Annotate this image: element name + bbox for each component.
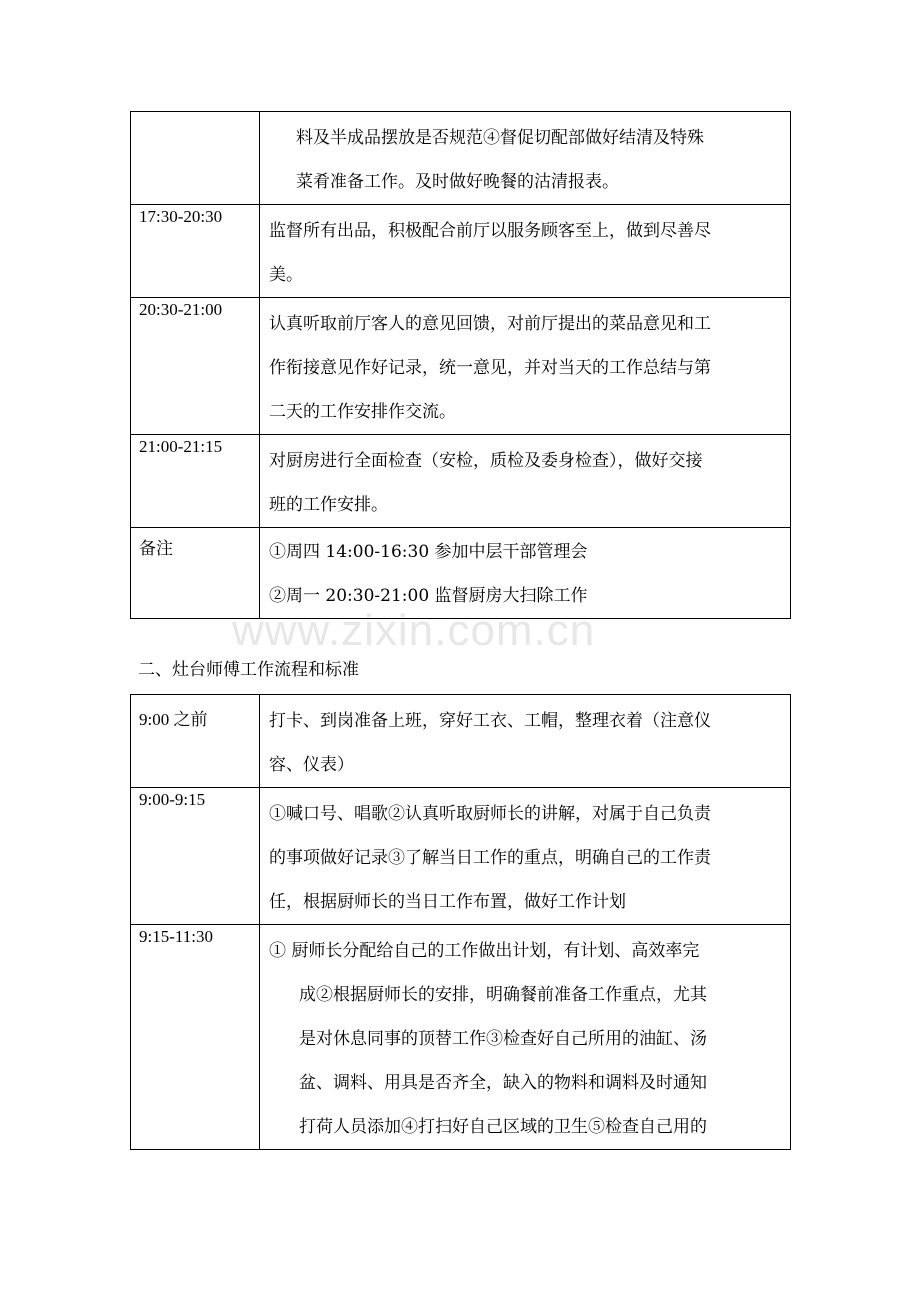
schedule-table-1 [130,111,791,619]
task-cell [260,205,791,298]
time-cell: 21:00-21:15 [131,435,260,528]
time-cell: 9:00-9:15 [131,788,260,925]
task-line: 打卡、到岗准备上班，穿好工衣、工帽，整理衣着（注意仪 [269,711,711,731]
time-cell: 20:30-21:00 [131,298,260,435]
table-row [131,925,791,1150]
table-row [131,528,791,619]
schedule-table-2 [130,694,791,1150]
time-cell: 9:15-11:30 [131,925,260,1150]
task-line: 二天的工作安排作交流。 [269,402,456,422]
task-line: 对厨房进行全面检查（安检，质检及委身检查），做好交接 [269,451,703,471]
task-line: 盆、调料、用具是否齐全，缺入的物料和调料及时通知 [299,1073,707,1093]
table-row [131,788,791,925]
table-row [131,112,791,205]
task-line: 菜肴准备工作。及时做好晚餐的沽清报表。 [296,172,619,192]
task-line: 的事项做好记录③了解当日工作的重点，明确自己的工作责 [269,848,711,868]
table-row [131,435,791,528]
time-cell [131,112,260,205]
task-line: 任，根据厨师长的当日工作布置，做好工作计划 [269,892,626,912]
task-line: 成②根据厨师长的安排，明确餐前准备工作重点，尤其 [299,985,707,1005]
table-row [131,205,791,298]
task-line: 美。 [269,265,303,285]
task-line: ①喊口号、唱歌②认真听取厨师长的讲解，对属于自己负责 [269,804,711,824]
task-line: 是对休息同事的顶替工作③检查好自己所用的油缸、汤 [299,1029,707,1049]
task-cell [260,788,791,925]
table-row [131,695,791,788]
section-title: 二、灶台师傅工作流程和标准 [138,660,359,680]
task-cell [260,528,791,619]
task-line: 容、仪表） [269,755,354,775]
remark-line: ②周一 20:30-21:00 监督厨房大扫除工作 [269,586,588,606]
remark-label: 备注 [131,528,260,619]
task-cell [260,298,791,435]
task-line: 作衔接意见作好记录，统一意见，并对当天的工作总结与第 [269,358,711,378]
table-row [131,298,791,435]
task-line: ① 厨师长分配给自己的工作做出计划，有计划、高效率完 [269,941,700,961]
task-line: 监督所有出品，积极配合前厅以服务顾客至上，做到尽善尽 [269,221,711,241]
task-cell [260,435,791,528]
task-cell [260,112,791,205]
task-line: 打荷人员添加④打扫好自己区域的卫生⑤检查自己用的 [299,1117,707,1137]
task-line: 认真听取前厅客人的意见回馈，对前厅提出的菜品意见和工 [269,314,711,334]
task-line: 料及半成品摆放是否规范④督促切配部做好结清及特殊 [296,128,704,148]
time-cell: 17:30-20:30 [131,205,260,298]
remark-line: ①周四 14:00-16:30 参加中层干部管理会 [269,542,588,562]
task-cell [260,925,791,1150]
task-line: 班的工作安排。 [269,495,388,515]
watermark: www.zixin.com.cn [232,606,596,655]
task-cell [260,695,791,788]
time-cell: 9:00 之前 [131,695,260,788]
